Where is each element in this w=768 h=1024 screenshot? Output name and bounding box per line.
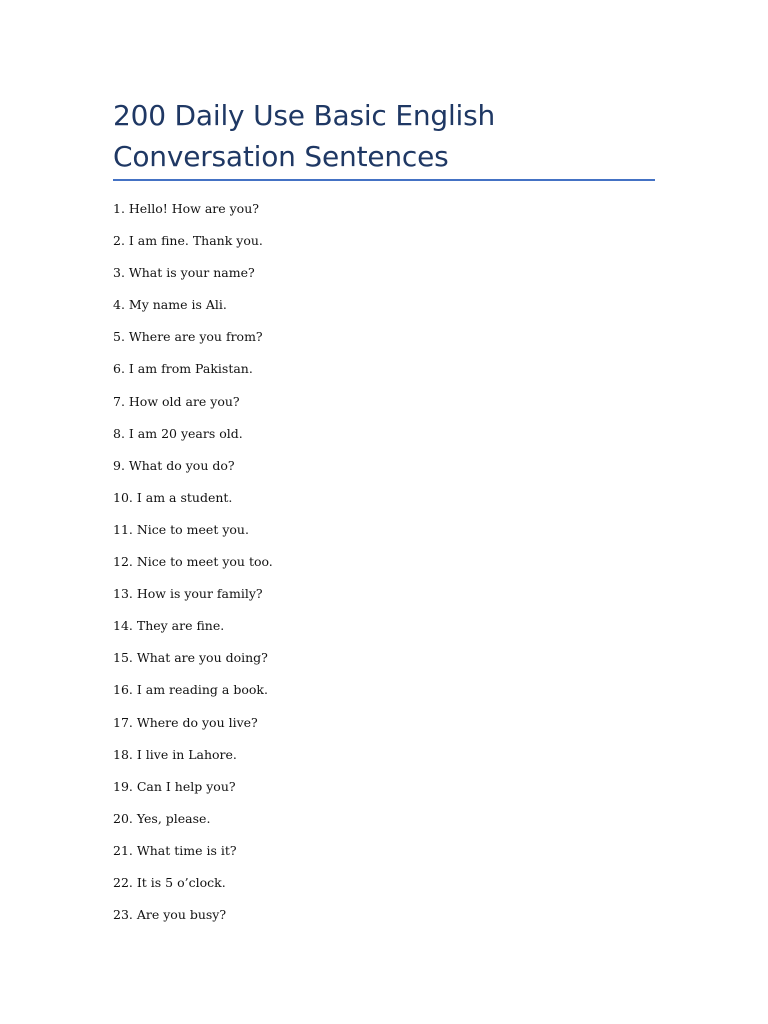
- sentence-item: 10. I am a student.: [113, 489, 233, 505]
- sentence-item: 20. Yes, please.: [113, 810, 211, 826]
- page-title: [113, 95, 533, 177]
- sentence-item: 3. What is your name?: [113, 265, 255, 281]
- sentence-item: 8. I am 20 years old.: [113, 425, 243, 441]
- sentence-item: 14. They are fine.: [113, 618, 225, 634]
- sentence-item: 7. How old are you?: [113, 393, 240, 409]
- sentence-item: 19. Can I help you?: [113, 778, 236, 794]
- page-title-line-1: 200 Daily Use Basic English: [113, 99, 496, 132]
- sentence-item: 12. Nice to meet you too.: [113, 554, 273, 570]
- sentence-item: 17. Where do you live?: [113, 714, 258, 730]
- sentence-item: 21. What time is it?: [113, 842, 237, 858]
- sentence-item: 11. Nice to meet you.: [113, 521, 249, 537]
- sentence-item: 16. I am reading a book.: [113, 682, 268, 698]
- sentence-item: 15. What are you doing?: [113, 650, 268, 666]
- sentence-item: 6. I am from Pakistan.: [113, 361, 253, 377]
- sentence-item: 22. It is 5 o’clock.: [113, 874, 226, 890]
- sentence-item: 2. I am fine. Thank you.: [113, 233, 263, 249]
- page-title-line-2: Conversation Sentences: [113, 140, 449, 173]
- sentence-item: 18. I live in Lahore.: [113, 746, 237, 762]
- sentence-item: 13. How is your family?: [113, 586, 263, 602]
- sentence-item: 1. Hello! How are you?: [113, 201, 259, 216]
- sentence-item: 23. Are you busy?: [113, 907, 227, 923]
- title-underline-rule: [113, 179, 655, 181]
- sentence-item: 5. Where are you from?: [113, 329, 263, 345]
- sentence-item: 4. My name is Ali.: [113, 297, 227, 313]
- sentence-item: 9. What do you do?: [113, 457, 235, 473]
- sentence-list: [113, 199, 273, 937]
